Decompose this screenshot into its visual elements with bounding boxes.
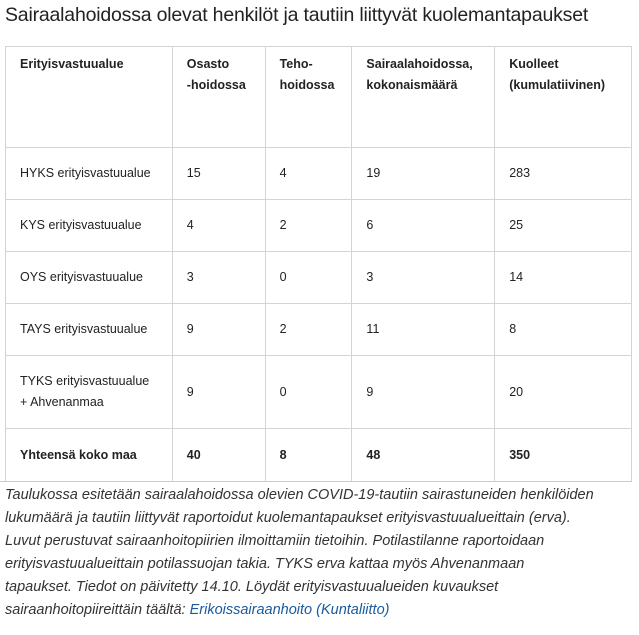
caption-line: Taulukossa esitetään sairaalahoidossa olevien COVID-19-tautiin sairastuneiden henkilöiden: [5, 487, 594, 503]
cell-total: 3: [352, 252, 495, 304]
cell-region: KYS erityisvastuualue: [6, 200, 173, 252]
region-text: + Ahvenanmaa: [20, 395, 104, 409]
header-total: [352, 47, 495, 148]
cell-deaths: 283: [495, 148, 632, 200]
cell-deaths: 350: [495, 429, 632, 482]
table-row: [6, 252, 632, 304]
caption-line: erityisvastuualueittain potilassuojan takia. TYKS erva kattaa myös Ahvenanmaan: [5, 556, 525, 572]
table-row: [6, 304, 632, 356]
cell-region: [6, 356, 173, 429]
header-text: Teho-: [279, 57, 313, 71]
cell-icu: 0: [265, 252, 352, 304]
cell-ward: 9: [172, 356, 265, 429]
table-row: [6, 356, 632, 429]
region-text: TYKS erityisvastuualue: [20, 374, 150, 388]
cell-icu: 8: [265, 429, 352, 482]
header-text: kokonaismäärä: [366, 78, 458, 92]
table-caption: [5, 484, 630, 622]
divider: [0, 481, 632, 482]
table-row: [6, 148, 632, 200]
caption-line: [5, 599, 630, 622]
cell-deaths: 20: [495, 356, 632, 429]
hospitalization-table: [5, 46, 632, 482]
table-title: Sairaalahoidossa olevat henkilöt ja tautiin liittyvät kuolemantapaukset: [5, 4, 589, 26]
cell-ward: 3: [172, 252, 265, 304]
cell-region: HYKS erityisvastuualue: [6, 148, 173, 200]
cell-region: Yhteensä koko maa: [6, 429, 173, 482]
header-deaths: [495, 47, 632, 148]
total-row: [6, 429, 632, 482]
header-row: [6, 47, 632, 148]
cell-icu: 0: [265, 356, 352, 429]
cell-region: TAYS erityisvastuualue: [6, 304, 173, 356]
cell-icu: 4: [265, 148, 352, 200]
cell-region: OYS erityisvastuualue: [6, 252, 173, 304]
caption-line: tapaukset. Tiedot on päivitetty 14.10. Löydät erityisvastuualueiden kuvaukset: [5, 579, 499, 595]
cell-total: 19: [352, 148, 495, 200]
kuntaliitto-link[interactable]: Erikoissairaanhoito (Kuntaliitto): [189, 602, 390, 618]
header-text: -hoidossa: [186, 78, 246, 92]
header-text: Sairaalahoidossa,: [366, 57, 473, 71]
cell-ward: 40: [172, 429, 265, 482]
cell-deaths: 14: [495, 252, 632, 304]
header-region: [6, 47, 173, 148]
cell-icu: 2: [265, 200, 352, 252]
header-ward: [172, 47, 265, 148]
caption-text: sairaanhoitopiireittäin täältä:: [5, 602, 190, 618]
cell-deaths: 8: [495, 304, 632, 356]
header-text: Erityisvastuualue: [20, 57, 124, 71]
cell-deaths: 25: [495, 200, 632, 252]
cell-ward: 15: [172, 148, 265, 200]
header-text: Osasto: [186, 57, 230, 71]
table-row: [6, 200, 632, 252]
caption-line: Luvut perustuvat sairaanhoitopiirien ilmoittamiin tietoihin. Potilastilanne raportoidaan: [5, 533, 545, 549]
cell-icu: 2: [265, 304, 352, 356]
cell-total: 9: [352, 356, 495, 429]
header-icu: [265, 47, 352, 148]
cell-ward: 4: [172, 200, 265, 252]
cell-total: 6: [352, 200, 495, 252]
cell-ward: 9: [172, 304, 265, 356]
cell-total: 48: [352, 429, 495, 482]
header-text: hoidossa: [279, 78, 335, 92]
header-text: (kumulatiivinen): [509, 78, 606, 92]
header-text: Kuolleet: [509, 57, 559, 71]
cell-total: 11: [352, 304, 495, 356]
caption-line: lukumäärä ja tautiin liittyvät raportoidut kuolemantapaukset erityisvastuualueittain (erva).: [5, 510, 571, 526]
